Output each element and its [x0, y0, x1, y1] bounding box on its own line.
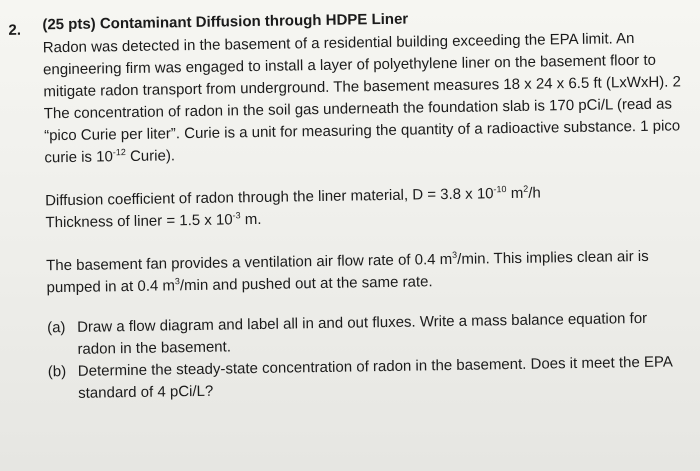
curie-definition-line	[44, 147, 175, 167]
part-b-line-1: Determine the steady-state concentration of radon in the basement. Does it meet the EPA	[77, 353, 673, 380]
intro-line-4: The concentration of radon in the soil gas underneath the foundation slab is 170 pCi/L (read as	[43, 95, 673, 123]
intro-line-3: mitigate radon transport from underground. The basement measures 18 x 24 x 6.5 ft (LxWxH). 2	[43, 73, 682, 101]
pumped-exponent: 3	[174, 276, 180, 287]
thickness-suffix: m.	[240, 210, 262, 229]
diffusion-unit: m	[506, 184, 524, 203]
intro-line-1: Radon was detected in the basement of a residential building exceeding the EPA limit. An	[42, 30, 635, 57]
fan-flow-line	[46, 248, 649, 275]
thickness-prefix: Thickness of liner = 1.5 x 10	[45, 211, 233, 232]
diffusion-exponent: -10	[493, 184, 507, 195]
problem-title: (25 pts) Contaminant Diffusion through HDPE Liner	[42, 10, 409, 34]
diffusion-unit-exponent: 2	[523, 183, 529, 194]
intro-line-2: engineering firm was engaged to install a layer of polyethylene liner on the basement floor to	[42, 51, 657, 79]
fan-prefix: The basement fan provides a ventilation air flow rate of 0.4 m	[46, 250, 453, 275]
part-a-label: (a)	[47, 319, 66, 337]
pumped-suffix: /min and pushed out at the same rate.	[179, 273, 433, 295]
pumped-line	[46, 273, 432, 297]
part-b-line-2: standard of 4 pCi/L?	[78, 382, 214, 402]
diffusion-coefficient-line	[45, 185, 541, 211]
pumped-prefix: pumped in at 0.4 m	[46, 277, 176, 297]
intro-line-5: “pico Curie per liter”. Curie is a unit for measuring the quantity of a radioactive substance. 1 pico	[44, 117, 681, 145]
part-a-line-2: radon in the basement.	[77, 338, 232, 358]
fan-suffix: /min. This implies clean air is	[457, 247, 649, 268]
curie-suffix: Curie).	[125, 147, 176, 166]
thickness-exponent: -3	[232, 210, 241, 221]
diffusion-prefix: Diffusion coefficient of radon through the liner material, D = 3.8 x 10	[45, 185, 494, 210]
curie-exponent: -12	[112, 147, 126, 158]
curie-prefix: curie is 10	[44, 148, 113, 167]
part-b-label: (b)	[47, 363, 67, 381]
part-a-line-1: Draw a flow diagram and label all in and out fluxes. Write a mass balance equation for	[77, 309, 648, 336]
fan-exponent: 3	[452, 249, 458, 260]
diffusion-suffix: /h	[528, 184, 541, 202]
thickness-line	[45, 211, 261, 232]
problem-number: 2.	[8, 21, 22, 39]
